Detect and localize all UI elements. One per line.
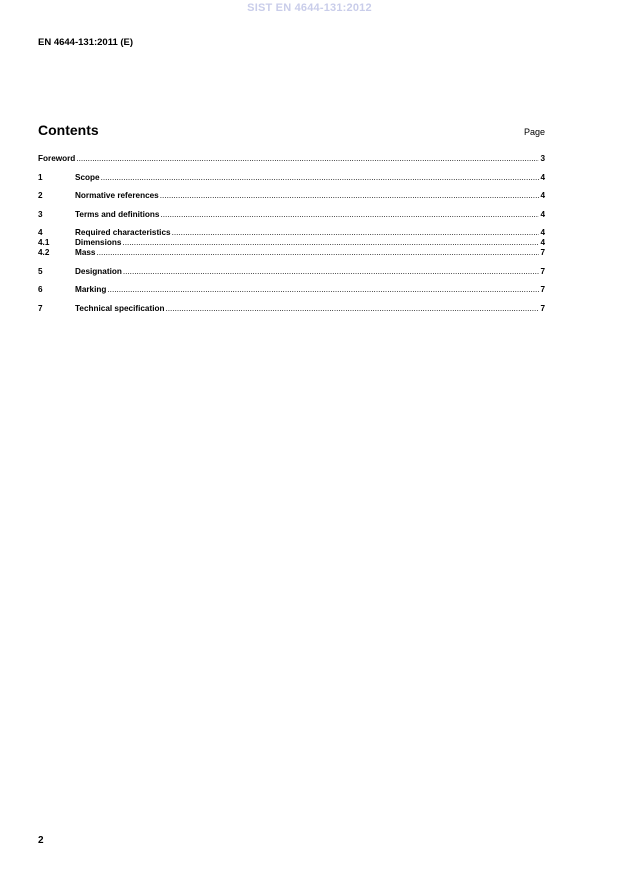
toc-entry-number: 6 xyxy=(38,285,43,294)
toc-entry-page: 4 xyxy=(540,228,545,237)
toc-entry-page: 7 xyxy=(540,248,545,257)
toc-entry-label: Technical specification xyxy=(75,303,165,313)
toc-entry-page: 7 xyxy=(540,303,545,313)
page-column-label: Page xyxy=(523,127,545,137)
toc-entry-label: Marking xyxy=(75,285,107,294)
toc-entry-foreword[interactable] xyxy=(38,154,545,164)
toc-entry-number: 5 xyxy=(38,266,43,276)
toc-entry-scope[interactable] xyxy=(38,173,545,183)
toc-entry-page: 4 xyxy=(540,172,545,182)
toc-leader-dots xyxy=(160,191,540,201)
contents-title: Contents xyxy=(38,122,99,138)
toc-entry-page: 4 xyxy=(540,209,545,219)
toc-entry-page: 7 xyxy=(540,285,545,294)
toc-entry-number: 4 xyxy=(38,228,43,237)
toc-entry-number: 4.2 xyxy=(38,248,50,257)
toc-entry-number: 1 xyxy=(38,172,43,182)
toc-entry-label: Dimensions xyxy=(75,238,122,247)
toc-entry-marking[interactable] xyxy=(38,285,545,295)
toc-entry-number: 2 xyxy=(38,191,43,200)
toc-entry-label: Required characteristics xyxy=(75,228,171,237)
table-of-contents xyxy=(38,154,545,314)
toc-entry-page: 4 xyxy=(540,238,545,247)
toc-entry-label: Foreword xyxy=(38,154,76,163)
toc-entry-label: Scope xyxy=(75,172,100,182)
toc-entry-normative-references[interactable] xyxy=(38,191,545,201)
toc-entry-dimensions[interactable] xyxy=(38,238,545,248)
toc-leader-dots xyxy=(101,173,540,183)
toc-entry-designation[interactable] xyxy=(38,267,545,277)
toc-leader-dots xyxy=(96,248,539,258)
page-number: 2 xyxy=(38,835,44,846)
toc-entry-page: 4 xyxy=(540,191,545,200)
toc-entry-page: 7 xyxy=(540,266,545,276)
toc-entry-page: 3 xyxy=(540,154,545,163)
toc-entry-technical-specification[interactable] xyxy=(38,304,545,314)
document-id: EN 4644-131:2011 (E) xyxy=(38,37,134,48)
toc-entry-mass[interactable] xyxy=(38,248,545,258)
toc-entry-number: 4.1 xyxy=(38,238,50,247)
toc-entry-required-characteristics[interactable] xyxy=(38,228,545,238)
toc-entry-number: 3 xyxy=(38,209,43,219)
toc-leader-dots xyxy=(123,267,540,277)
watermark: SIST EN 4644-131:2012 xyxy=(247,2,372,14)
toc-entry-number: 7 xyxy=(38,303,43,313)
toc-leader-dots xyxy=(122,238,539,248)
toc-entry-label: Terms and definitions xyxy=(75,209,160,219)
toc-leader-dots xyxy=(165,304,539,314)
toc-leader-dots xyxy=(160,210,539,220)
toc-entry-terms-and-definitions[interactable] xyxy=(38,210,545,220)
toc-entry-label: Normative references xyxy=(75,191,159,200)
toc-leader-dots xyxy=(172,228,540,238)
toc-leader-dots xyxy=(107,285,539,295)
toc-leader-dots xyxy=(76,154,539,164)
toc-entry-label: Designation xyxy=(75,266,122,276)
toc-entry-label: Mass xyxy=(75,248,96,257)
